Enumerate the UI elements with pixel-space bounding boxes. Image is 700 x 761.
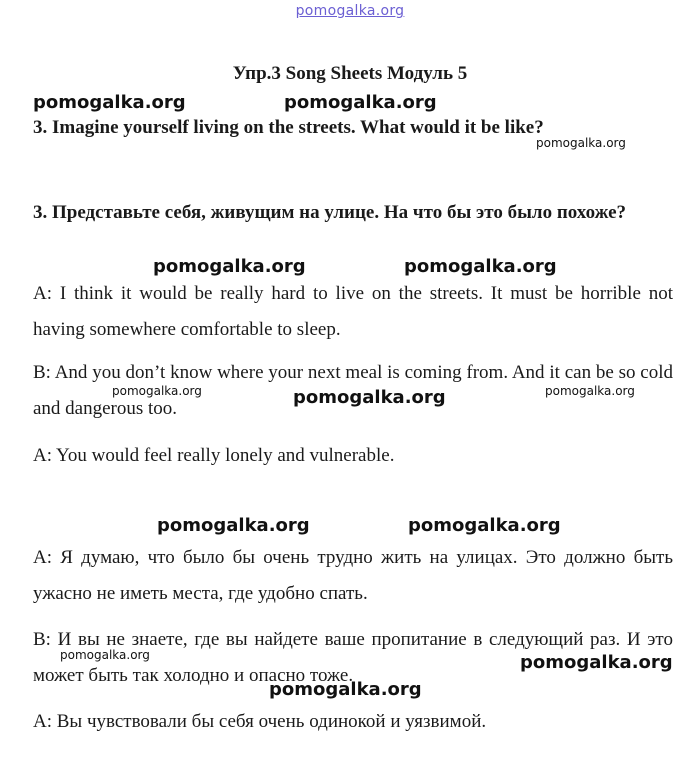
site-link[interactable]: pomogalka.org <box>295 3 405 19</box>
question-english: 3. Imagine yourself living on the streets. What would it be like? <box>33 117 544 138</box>
watermark: pomogalka.org <box>284 92 437 113</box>
dialogue-ru-line: В: И вы не знаете, где вы найдете ваше пропитание в следующий раз. И это может быть так холодно и опасно тоже. <box>33 629 673 686</box>
watermark: pomogalka.org <box>520 652 673 673</box>
dialogue-ru-line: А: Я думаю, что было бы очень трудно жить на улицах. Это должно быть ужасно не иметь места, где удобно спать. <box>33 547 673 604</box>
question-russian: 3. Представьте себя, живущим на улице. На что бы это было похоже? <box>33 202 627 223</box>
watermark: pomogalka.org <box>269 679 422 700</box>
watermark: pomogalka.org <box>60 648 150 662</box>
watermark: pomogalka.org <box>536 136 626 150</box>
dialogue-en-line: A: I think it would be really hard to live on the streets. It must be horrible not having somewhere comfortable to sleep. <box>33 283 673 340</box>
watermark: pomogalka.org <box>404 256 557 277</box>
dialogue-ru-line: А: Вы чувствовали бы себя очень одинокой и уязвимой. <box>33 711 487 732</box>
dialogue-en-line: B: And you don’t know where your next meal is coming from. And it can be so cold and dangerous too. <box>33 362 673 419</box>
watermark: pomogalka.org <box>153 256 306 277</box>
dialogue-en-line: A: You would feel really lonely and vulnerable. <box>33 445 395 466</box>
watermark: pomogalka.org <box>33 92 186 113</box>
watermark: pomogalka.org <box>545 384 635 398</box>
page-title: Упр.3 Song Sheets Модуль 5 <box>232 63 468 84</box>
watermark: pomogalka.org <box>112 384 202 398</box>
watermark: pomogalka.org <box>408 515 561 536</box>
watermark: pomogalka.org <box>293 387 446 408</box>
watermark: pomogalka.org <box>157 515 310 536</box>
